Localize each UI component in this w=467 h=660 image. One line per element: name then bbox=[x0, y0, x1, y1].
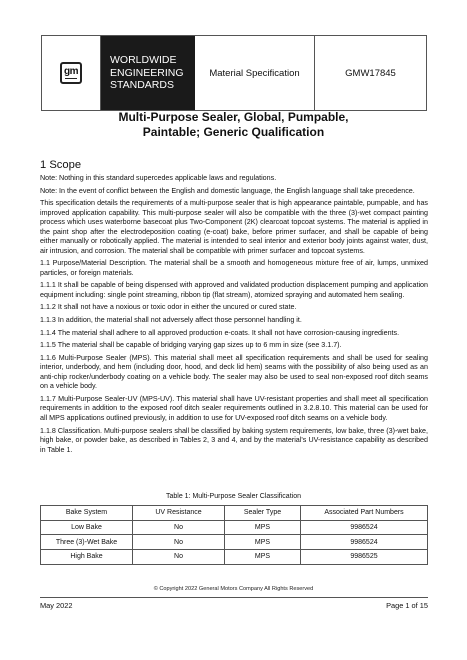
table-cell: No bbox=[133, 535, 225, 550]
section-heading: 1 Scope bbox=[40, 159, 82, 171]
paragraph: 1.1.8 Classification. Multi-purpose sealers shall be classified by baking system requirements, low bake, three (3)-wet bake, high bake, or powder bake, as described in Tables 2, 3 and 4, and by the material's UV-resistance capability as described in Table 1. bbox=[40, 426, 428, 454]
table-cell: 9986525 bbox=[301, 550, 428, 565]
footer-divider bbox=[40, 597, 428, 598]
column-header: Associated Part Numbers bbox=[301, 506, 428, 521]
paragraph: Note: In the event of conflict between the English and domestic language, the English language shall take precedence. bbox=[40, 186, 415, 195]
table-row bbox=[41, 520, 428, 535]
table-cell: MPS bbox=[225, 520, 301, 535]
table-caption: Table 1: Multi-Purpose Sealer Classification bbox=[165, 493, 301, 500]
column-header: Sealer Type bbox=[225, 506, 301, 521]
table-cell: MPS bbox=[225, 535, 301, 550]
column-header: UV Resistance bbox=[133, 506, 225, 521]
table-cell: 9986524 bbox=[301, 535, 428, 550]
gm-logo-icon: gm bbox=[60, 62, 82, 84]
table-row bbox=[41, 535, 428, 550]
paragraph: 1.1.2 It shall not have a noxious or toxic odor in either the uncured or cured state. bbox=[40, 303, 297, 312]
table-row bbox=[41, 550, 428, 565]
table-cell: 9986524 bbox=[301, 520, 428, 535]
page-number: Page 1 of 15 bbox=[386, 601, 428, 610]
footer-date: May 2022 bbox=[40, 601, 73, 610]
document-title: Multi-Purpose Sealer, Global, Pumpable, Paintable; Generic Qualification bbox=[118, 110, 349, 139]
paragraph: 1.1.3 In addition, the material shall not adversely affect those personnel handling it. bbox=[40, 316, 302, 325]
table-cell: MPS bbox=[225, 550, 301, 565]
paragraph: 1.1 Purpose/Material Description. The material shall be a smooth and homogeneous mixture free of air, lumps, unmixed particles, or foreign materials. bbox=[40, 259, 428, 277]
worldwide-engineering-standards-label: WORLDWIDE ENGINEERING STANDARDS bbox=[101, 36, 195, 110]
copyright-notice: © Copyright 2022 General Motors Company All Rights Reserved bbox=[153, 586, 314, 592]
document-number: GMW17845 bbox=[345, 67, 396, 79]
document-body bbox=[40, 159, 428, 458]
table-cell: Three (3)-Wet Bake bbox=[41, 535, 133, 550]
paragraph: Note: Nothing in this standard supercedes applicable laws and regulations. bbox=[40, 174, 277, 182]
table-cell: Low Bake bbox=[41, 520, 133, 535]
column-header: Bake System bbox=[41, 506, 133, 521]
table-header-row bbox=[41, 506, 428, 521]
paragraph: 1.1.4 The material shall adhere to all approved production e-coats. It shall not have corrosion-causing ingredients. bbox=[40, 328, 400, 337]
paragraph: 1.1.1 It shall be capable of being dispensed with approved and validated production displacement pumping and application equipment including: single point streaming, ribbon tip (flat stream), atomized spraying and automated hem sealing. bbox=[40, 281, 428, 299]
document-type: Material Specification bbox=[195, 36, 315, 110]
table-cell: High Bake bbox=[41, 550, 133, 565]
paragraph: This specification details the requirements of a multi-purpose sealer that is high appearance paintable, pumpable, and has improved application capability. This multi-purpose sealer will also be compatible with the three (3)-wet compact painting process which uses waterborne basecoat plus Two-Component (2K) clearcoat topcoat systems. The material is applied in the paint shop after the electrodeposition coating (e-coat) bake, before primer surfacer, and shall be capable of being either manually or robotically applied. The material is intended to seal interior and exterior body joints against water, dust, air intrusion, and corrosion. The material shall be compatible with primer surfacer and topcoat systems. bbox=[40, 199, 428, 255]
logo-cell bbox=[42, 36, 101, 110]
table-cell: No bbox=[133, 550, 225, 565]
paragraph: 1.1.5 The material shall be capable of bridging varying gap sizes up to 6 mm in size (see 3.1.7). bbox=[40, 341, 342, 350]
document-header bbox=[41, 35, 427, 111]
table-cell: No bbox=[133, 520, 225, 535]
paragraph: 1.1.7 Multi-Purpose Sealer-UV (MPS-UV). This material shall have UV-resistant properties and shall meet all specification requirements in addition to the exposed roof ditch sealer requirements outlined in 3.2.8.10. This material can be used for all MPS applications outlined previously, in addition to use for UV-exposed roof ditch seams on a vehicle body. bbox=[40, 394, 428, 422]
paragraph: 1.1.6 Multi-Purpose Sealer (MPS). This material shall meet all specification requirements and shall be used for sealing interior, underbody, and hem (including door, hood, and deck lid hem) seams with the possibility of also being used as an anti-chip rocker/underbody coating on a vehicle body. The sealer may also be used to seal non-exposed roof ditch seams on a vehicle body. bbox=[40, 353, 428, 391]
classification-table bbox=[40, 505, 428, 565]
